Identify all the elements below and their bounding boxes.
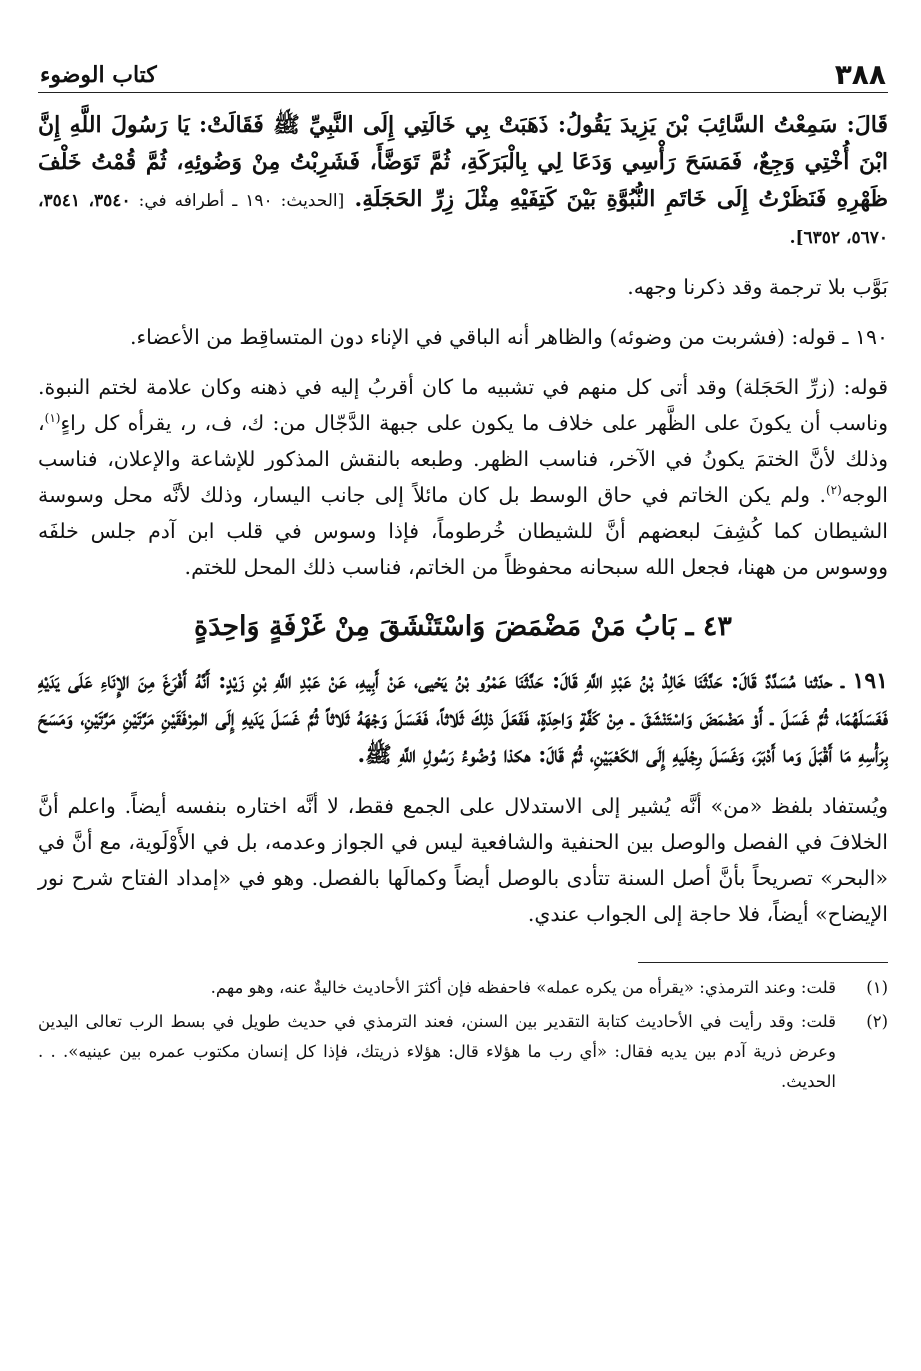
footnote-2-text: قلت: وقد رأيت في الأحاديث كتابة التقدير بين السنن، فعند الترمذي في حديث طويل في بسط الرب تعالى اليدين وعرض ذرية آدم بين يديه فقال: «أي رب ما هؤلاء قال: هؤلاء ذريتك، فإذا كل إنسان مكتوب عمره بين عينيه». . . الحديث. xyxy=(38,1012,836,1091)
hadith-190-ref-label: [الحديث: ١٩٠ ـ أطرافه في: xyxy=(138,191,345,211)
commentary-190-seal xyxy=(38,369,888,585)
book-page xyxy=(38,46,888,1346)
commentary-seal-part-1: قوله: (زرِّ الحَجَلة) وقد أتى كل منهم في تشبيه ما كان أقربُ إليه في ذهنه وكان علامة لختم النبوة. وناسب أن يكونَ على الظَّهر على خلاف ما يكون على جبهة الدَّجّال من: ك، ف، ر، يقرأه كل راءٍ xyxy=(38,375,888,435)
footnote-1 xyxy=(38,973,888,1003)
commentary-untitled-chapter: بَوَّب بلا ترجمة وقد ذكرنا وجهه. xyxy=(627,275,888,299)
commentary-190-wudu: ١٩٠ ـ قوله: (فشربت من وضوئه) والظاهر أنه الباقي في الإناء دون المتساقِط من الأعضاء. xyxy=(129,325,888,349)
footnote-2 xyxy=(38,1007,888,1097)
hadith-190-text xyxy=(38,107,888,255)
footnote-marker-1[interactable]: (١) xyxy=(44,411,61,426)
footnote-1-number: (١) xyxy=(866,978,888,997)
hadith-191-text: ١٩١ ـ حدّثنا مُسَدَّدٌ قَالَ: حَدَّثَنَا خَالِدُ بْنُ عَبْدِ اللَّهِ قَالَ: حَدَّثَنَا عَمْرُو بْنُ يَحْيى، عَنْ أَبِيهِ، عَنْ عَبْدِ اللَّهِ بْنِ زَيْدٍ: أَنَّهُ أَفْرَغَ مِنَ الإِنَاءِ عَلَى يَدَيْهِ فَغَسَلَهُمَا، ثُمَّ غَسَلَ ـ أَوْ مَضْمَضَ وَاسْتَنْشَقَ ـ مِنْ كَفَّةٍ وَاحِدَةٍ، فَفَعَلَ ذلِكَ ثَلاثاً، فَغَسَلَ وَجْهَهُ ثَلاثاً ثُمَّ غَسَلَ يَدَيهِ إِلَى المِرْفَقَيْنِ مَرَّتَيْنِ مَرَّتَيْنِ، وَمَسَحَ بِرَأْسِهِ مَا أَقْبَلَ وَما أَدْبَرَ، وَغَسَلَ رِجْلَيهِ إِلَى الكَعْبَيْنِ، ثُمَّ قَالَ: هكذا وُضُوءُ رَسُولِ اللَّهِ ﷺ. xyxy=(38,668,888,768)
footnote-divider xyxy=(638,962,888,963)
hadith-190-ref-numbers: ٣٥٤٠، ٣٥٤١، ٥٦٧٠، ٦٣٥٢]. xyxy=(38,191,888,248)
commentary-seal-part-3: . ولم يكن الخاتم في حاق الوسط بل كان مائلاً إلى جانب اليسار، وذلك لأنَّه محل وسوسة الشيطان كما كُشِفَ لبعضهم أنَّ للشيطان خُرطوماً، فإذا وسوس في قلب ابن آدم جلس خلفَه ووسوس من ههنا، فجعل الله سبحانه محفوظاً من الخاتم، فناسب ذلك المحل للختم. xyxy=(38,483,888,579)
hadith-190-body: قَالَ: سَمِعْتُ السَّائِبَ بْنَ يَزِيدَ يَقُولُ: ذَهَبَتْ بِي خَالَتِي إِلَى النَّبِيِّ ﷺ فَقَالَتْ: يَا رَسُولَ اللَّهِ إِنَّ ابْنَ أُخْتِي وَجِعٌ، فَمَسَحَ رَأْسِي وَدَعَا لِي بِالْبَرَكَةِ، ثُمَّ تَوَضَّأَ، فَشَرِبْتُ مِنْ وَضُوئِهِ، ثُمَّ قُمْتُ خَلْفَ ظَهْرِهِ فَنَظَرْتُ إِلَى خَاتَمِ النُّبُوَّةِ بَيْنَ كَتِفَيْهِ مِثْلَ زِرِّ الحَجَلَةِ. xyxy=(38,112,888,212)
page-content xyxy=(38,107,888,1097)
page-number: ٣٨٨ xyxy=(834,58,886,91)
footnote-marker-2[interactable]: (٢) xyxy=(825,483,842,498)
commentary-seal-part-2: ، وذلك لأنَّ الختمَ يكونُ في الآخر، فناسب الظهر. وطبعه بالنقش المذكور للإشاعة والإعلان، فناسب الوجه xyxy=(38,411,888,507)
footnote-2-number: (٢) xyxy=(866,1012,888,1031)
book-title: كتاب الوضوء xyxy=(40,62,157,88)
footnote-1-text: قلت: وعند الترمذي: «يقرأه من يكره عمله» فاحفظه فإن أكثرَ الأحاديث خاليةٌ عنه، وهو مهم. xyxy=(210,978,836,997)
commentary-191: ويُستفاد بلفظ «من» أنَّه يُشير إلى الاستدلال على الجمع فقط، لا أنَّه اختاره بنفسه أيضاً. واعلم أنَّ الخلافَ في الفصل والوصل بين الحنفية والشافعية ليس في الجواز وعدمه، بل في الأَوْلَوية، مع أنَّ في «البحر» تصريحاً بأنَّ أصل السنة تتأدى بالوصل أيضاً وكمالَها بالفصل. وهو في «إمداد الفتاح شرح نور الإيضاح» أيضاً، فلا حاجة إلى الجواب عندي. xyxy=(38,794,888,926)
running-head xyxy=(38,46,888,93)
chapter-43-heading: ٤٣ ـ بَابُ مَنْ مَضْمَضَ وَاسْتَنْشَقَ مِنْ غَرْفَةٍ وَاحِدَةٍ xyxy=(194,611,732,642)
